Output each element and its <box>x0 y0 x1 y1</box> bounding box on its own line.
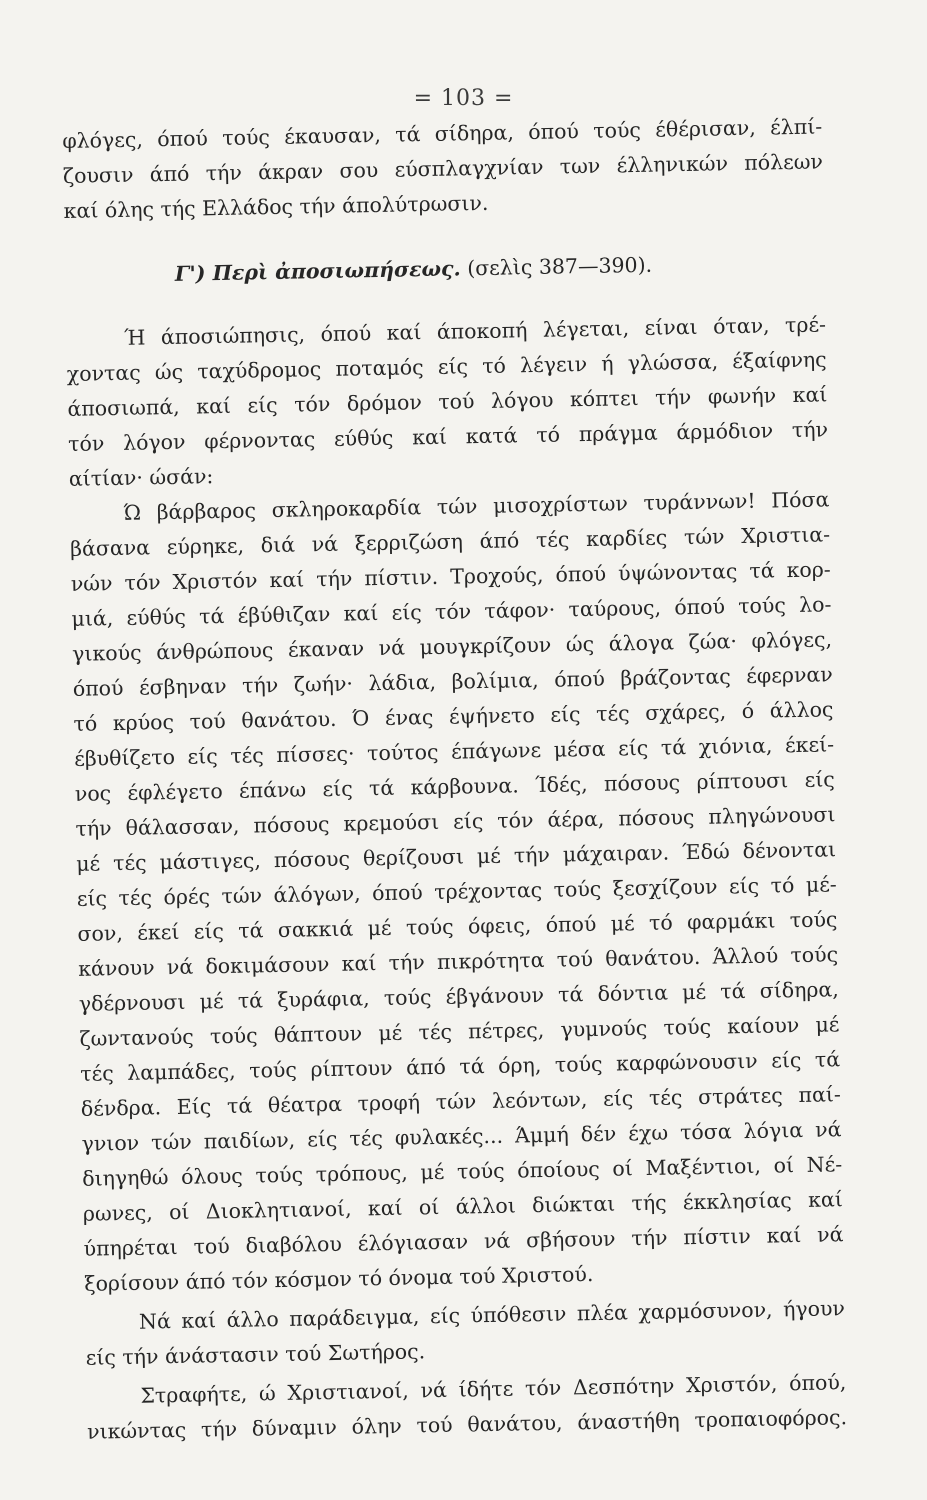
section-heading-pages: (σελὶς 387—390). <box>460 252 653 281</box>
text-line: σον, έκεί είς τά σακκιά μέ τούς όφεις, όπού μέ τό φαρμάκι τούς <box>77 907 838 946</box>
text-line: είς τές όρές τών άλόγων, όπού τρέχοντας τούς ξεσχίζουν είς τό μέ- <box>76 872 837 911</box>
section-heading <box>175 244 826 291</box>
text-line: τές λαμπάδες, τούς ρίπτουν άπό τά όρη, τούς καρφώνουσιν είς τά <box>80 1047 841 1086</box>
paragraph-4 <box>85 1291 846 1376</box>
text-line: φλόγες, όπού τούς έκαυσαν, τά σίδηρα, όπού τούς έθέρισαν, έλπί- <box>62 114 823 153</box>
text-line: Ώ βάρβαρος σκληροκαρδία τών μισοχρίστων τυράννων! Πόσα <box>123 487 830 525</box>
text-line: τό κρύος τού θανάτου. Ό ένας έψήνετο είς τές σχάρες, ό άλλος <box>73 697 834 736</box>
text-line: τήν θάλασσαν, πόσους κρεμούσι είς τόν άέρα, πόσους πληγώνουσι <box>75 802 836 841</box>
text-line: ζωντανούς τούς θάπτουν μέ τές πέτρες, γυμνούς τούς καίουν μέ <box>79 1012 840 1051</box>
text-line: ζουσιν άπό τήν άκραν σου εύσπλαγχνίαν των έλληνικών πόλεων <box>62 149 824 188</box>
text-line: καί όλης τής Ελλάδος τήν άπολύτρωσιν. <box>63 190 489 223</box>
text-line: ρωνες, οί Διοκλητιανοί, καί οί άλλοι διώκται τής έκκλησίας καί <box>82 1187 844 1226</box>
text-line: αίτίαν· ώσάν: <box>68 464 214 491</box>
text-line: νικώντας τήν δύναμιν όλην τού θανάτου, άναστήθη τροπαιοφόρος. <box>86 1405 848 1444</box>
text-line: κάνουν νά δοκιμάσουν καί τήν πικρότητα τού θανάτου. Άλλού τούς <box>77 942 839 981</box>
text-line: ύπηρέται τού διαβόλου έλόγιασαν νά σβήσουν τήν πίστιν καί νά <box>83 1222 844 1261</box>
page-text <box>62 109 847 1449</box>
text-line: όπού έσβηναν τήν ζωήν· λάδια, βολίμια, όπού βράζοντας έφερναν <box>72 662 833 701</box>
text-line: Στραφήτε, ώ Χριστιανοί, νά ίδήτε τόν Δεσπότην Χριστόν, όπού, <box>140 1370 847 1408</box>
text-line: γδέρνουσι μέ τά ξυράφια, τούς έβγάνουν τά δόντια μέ τά σίδηρα, <box>78 977 839 1016</box>
text-line: ξορίσουν άπό τόν κόσμον τό όνομα τού Χριστού. <box>84 1262 594 1296</box>
paragraph-1 <box>62 109 824 229</box>
text-line: γικούς άνθρώπους έκαναν νά μουγκρίζουν ώς άλογα ζώα· φλόγες, <box>71 627 833 666</box>
text-line: δένδρα. Είς τά θέατρα τροφή τών λεόντων, είς τές στράτες παί- <box>80 1082 841 1121</box>
page-number: = 103 = <box>413 86 514 111</box>
text-line: μέ τές μάστιγες, πόσους θερίζουσι μέ τήν μάχαιραν. Έδώ δένονται <box>75 837 837 876</box>
text-line: Ή άποσιώπησις, όπού καί άποκοπή λέγεται, είναι όταν, τρέ- <box>123 312 827 350</box>
text-line: μιά, εύθύς τά έβύθιζαν καί είς τόν τάφον· ταύρους, όπού τούς λο- <box>71 592 832 631</box>
paragraph-5 <box>86 1365 847 1450</box>
text-line: χοντας ώς ταχύδρομος ποταμός είς τό λέγειν ή γλώσσα, έξαίφνης <box>66 347 827 386</box>
section-heading-title: Γ') Περὶ ἀποσιωπήσεως. <box>174 256 461 286</box>
text-line: είς τήν άνάστασιν τού Σωτήρος. <box>85 1339 426 1370</box>
paragraph-2 <box>66 307 829 497</box>
text-line: διηγηθώ όλους τούς τρόπους, μέ τούς όποίους οί Μαξέντιοι, οί Νέ- <box>82 1152 843 1191</box>
text-line: γνιον τών παιδίων, είς τές φυλακές... Άμμή δέν έχω τόσα λόγια νά <box>81 1117 842 1156</box>
text-line: έβυθίζετο είς τές πίσσες· τούτος έπάγωνε μέσα είς τά χιόνια, έκεί- <box>73 732 835 771</box>
text-line: Νά καί άλλο παράδειγμα, είς ύπόθεσιν πλέα χαρμόσυνον, ήγουν <box>138 1296 846 1334</box>
text-line: άποσιωπά, καί είς τόν δρόμον τού λόγου κόπτει τήν φωνήν καί <box>67 382 828 421</box>
text-line: νος έφλέγετο έπάνω είς τά κάρβουνα. Ίδές, πόσους ρίπτουσι είς <box>74 767 835 806</box>
text-line: τόν λόγον φέρνοντας εύθύς καί κατά τό πράγμα άρμόδιον τήν <box>67 417 829 456</box>
text-line: βάσανα εύρηκε, διά νά ξερριζώση άπό τές καρδίες τών Χριστια- <box>69 522 831 561</box>
text-line: νών τόν Χριστόν καί τήν πίστιν. Τροχούς, όπού ύψώνοντας τά κορ- <box>70 557 831 596</box>
paragraph-3 <box>69 482 844 1301</box>
